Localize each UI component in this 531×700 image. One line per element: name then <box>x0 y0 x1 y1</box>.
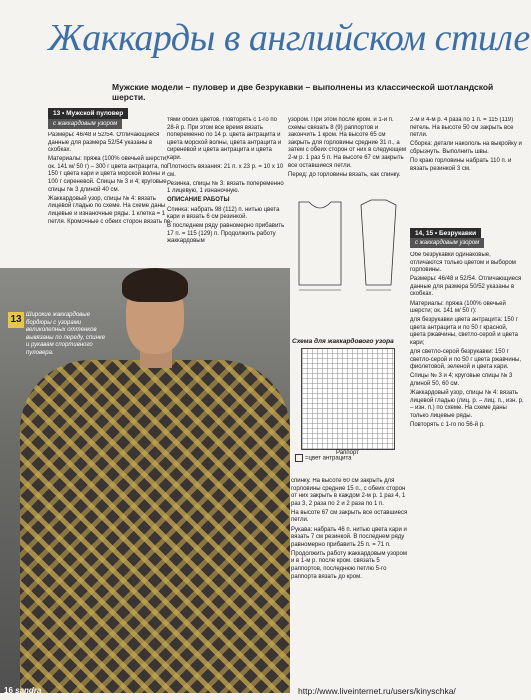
col3-para: Перед: до горловины вязать, как спинку. <box>288 171 401 178</box>
model-13-pattern-label: с жаккардовым узором <box>48 119 122 129</box>
diagram-heading: Схема для жаккардового узора <box>292 338 394 345</box>
model-14-15-heading: 14, 15 • Безрукавки <box>410 228 481 239</box>
col4-para: 2-м и 4-м р. 4 раза по 1 п. = 115 (119) петель. На высоте 50 см закрыть все петли. <box>410 117 514 139</box>
col4-para: По краю горловины набрать 110 п. и вязать резинкой 3 см. <box>410 157 512 172</box>
repeat-label: Раппорт <box>336 450 359 456</box>
col4b-para: Размеры: 46/48 и 52/54. Отличающиеся данные для размера 50/52 указаны в скобках. <box>410 276 522 298</box>
jacquard-chart-grid <box>301 348 395 450</box>
col3b-para: Рукава: набрать 46 п. нитью цвета кари и вязать 7 см резинкой. В последнем ряду равномерно прибавить 25 п. = 71 п. <box>291 526 407 548</box>
col4b-para: Жаккардовый узор, спицы № 4: вязать лицевой гладью (лиц. р. – лиц. п., изн. р. – изн. п.) по схеме. На схеме даны только лицевые ряды. <box>410 390 524 419</box>
materials-text: Материалы: пряжа (100% овечьей шерсти; ок. 141 м/ 50 г) – 300 г цвета антрацита, по 150 г цвета кари и цвета морской волны и 100 г сиреневой. Спицы № 3 и 4; круговые спицы № 3 длиной 40 см. <box>48 156 168 193</box>
sizes-text: Размеры: 46/48 и 52/54. Отличающиеся данные для размера 52/54 указаны в скобках. <box>48 132 160 154</box>
col2-para: тями обоих цветов. Повторять с 1-го по 28-й р. При этом все время вязать попеременно по 14 р. цвета антрацита и цвета морской волны, цвета антрацита и сиреневой и цвета антрацита и цвета кари. <box>167 117 282 161</box>
garment-schematic <box>291 190 406 300</box>
page-title: Жаккарды в английском стиле <box>48 17 530 59</box>
model-13-text <box>48 132 176 282</box>
col4b-para: Обе безрукавки одинаковые, отличаются только цветом и выбором горловины. <box>410 252 516 274</box>
col2-section-heading: ОПИСАНИЕ РАБОТЫ <box>167 197 230 204</box>
legend-equals: = <box>305 455 309 462</box>
page-number <box>4 686 41 695</box>
page-number-value: 16 <box>4 686 13 695</box>
col3b-para: На высоте 67 см закрыть все оставшиеся петли. <box>291 509 408 524</box>
column-3b-text <box>291 478 409 678</box>
sweater-image <box>20 360 290 693</box>
col4b-para: для светло-серой безрукавки: 150 г светло-серой и по 50 г цвета ржавчины, фиолетовой, зеленой и цвета кари. <box>410 349 522 371</box>
col4b-para: для безрукавки цвета антрацита: 150 г цвета антрацита и по 50 г красной, цвета ржавчины, светло-серой и цвета кари; <box>410 317 518 347</box>
legend-text: цвет антрацита <box>308 455 352 462</box>
col2-para: Плотность вязания: 21 п. x 23 р. = 10 x 10 см. <box>167 164 284 178</box>
watermark-url: http://www.liveinternet.ru/users/kinyschka/ <box>298 686 456 696</box>
col4b-para: Спицы № 3 и 4; круговые спицы № 3 длиной 50, 60 см. <box>410 373 513 387</box>
col2-para: Резинка, спицы № 3: вязать попеременно 1 лицевую, 1 изнаночную. <box>167 180 284 195</box>
callout-number: 13 <box>8 312 24 328</box>
legend-swatch <box>295 454 303 462</box>
col2-para: Спинка: набрать 98 (112) п. нитью цвета кари и вязать 6 см резинкой. <box>167 206 280 221</box>
col4b-para: Повторять с 1-го по 56-й р. <box>410 421 485 428</box>
magazine-name: sandra <box>15 686 42 695</box>
hair-image <box>122 268 188 302</box>
model-13-heading: 13 • Мужской пуловер <box>48 108 128 119</box>
page-subtitle: Мужские модели – пуловер и две безрукавки – выполнены из классической шотландской шерсти. <box>112 82 494 102</box>
column-4-text <box>410 117 524 197</box>
col3b-para: спинку. На высоте 60 см закрыть для горловины средние 15 п., с обеих сторон от них закрыть в каждом 2-м р. 1 раз 4, 1 раз 3, 2 раза по 2 и 2 раза по 1 п. <box>291 478 406 507</box>
jacquard-text: Жаккардовый узор, спицы № 4: вязать лицевой гладью по схеме. На схеме даны лицевые и изнаночные ряды. 1 клетка = 1 петля. Кромочные с обеих сторон вязать пе- <box>48 195 173 225</box>
col3b-para: Продолжить работу жаккардовым узором и в 1-м р. после кром. связать 5 раппортов, последнюю петлю 5-го раппорта вязать до кром. <box>291 550 407 580</box>
col4-para: Сборка: детали накололь на выкройку и сбрызнуть. Выполнить швы. <box>410 141 522 155</box>
callout-text: Широкие жаккардовые бордюры с узорами великолепных оттенков вывязаны по переду, спинке и рукавам спортивного пуловера. <box>26 312 106 356</box>
model-14-15-pattern-label: с жаккардовым узором <box>410 238 484 248</box>
col2-para: В последнем ряду равномерно прибавить 17 п. = 115 (129) п. Продолжить работу жаккардовым <box>167 223 285 245</box>
col3-para: узором. При этом после кром. и 1-й п. схемы связать 8 (9) раппортов и закончить 1 кром. На высоте 65 см закрыть для горловины средние 31 п., а затем с обеих сторон от них в следующем 2-м р. 1 раз 5 п. На высоте 67 см закрыть все оставшиеся петли. <box>288 117 406 169</box>
model-14-15-text <box>410 252 524 652</box>
col4b-para: Материалы: пряжа (100% овечьей шерсти; ок. 141 м/ 50 г): <box>410 300 506 315</box>
